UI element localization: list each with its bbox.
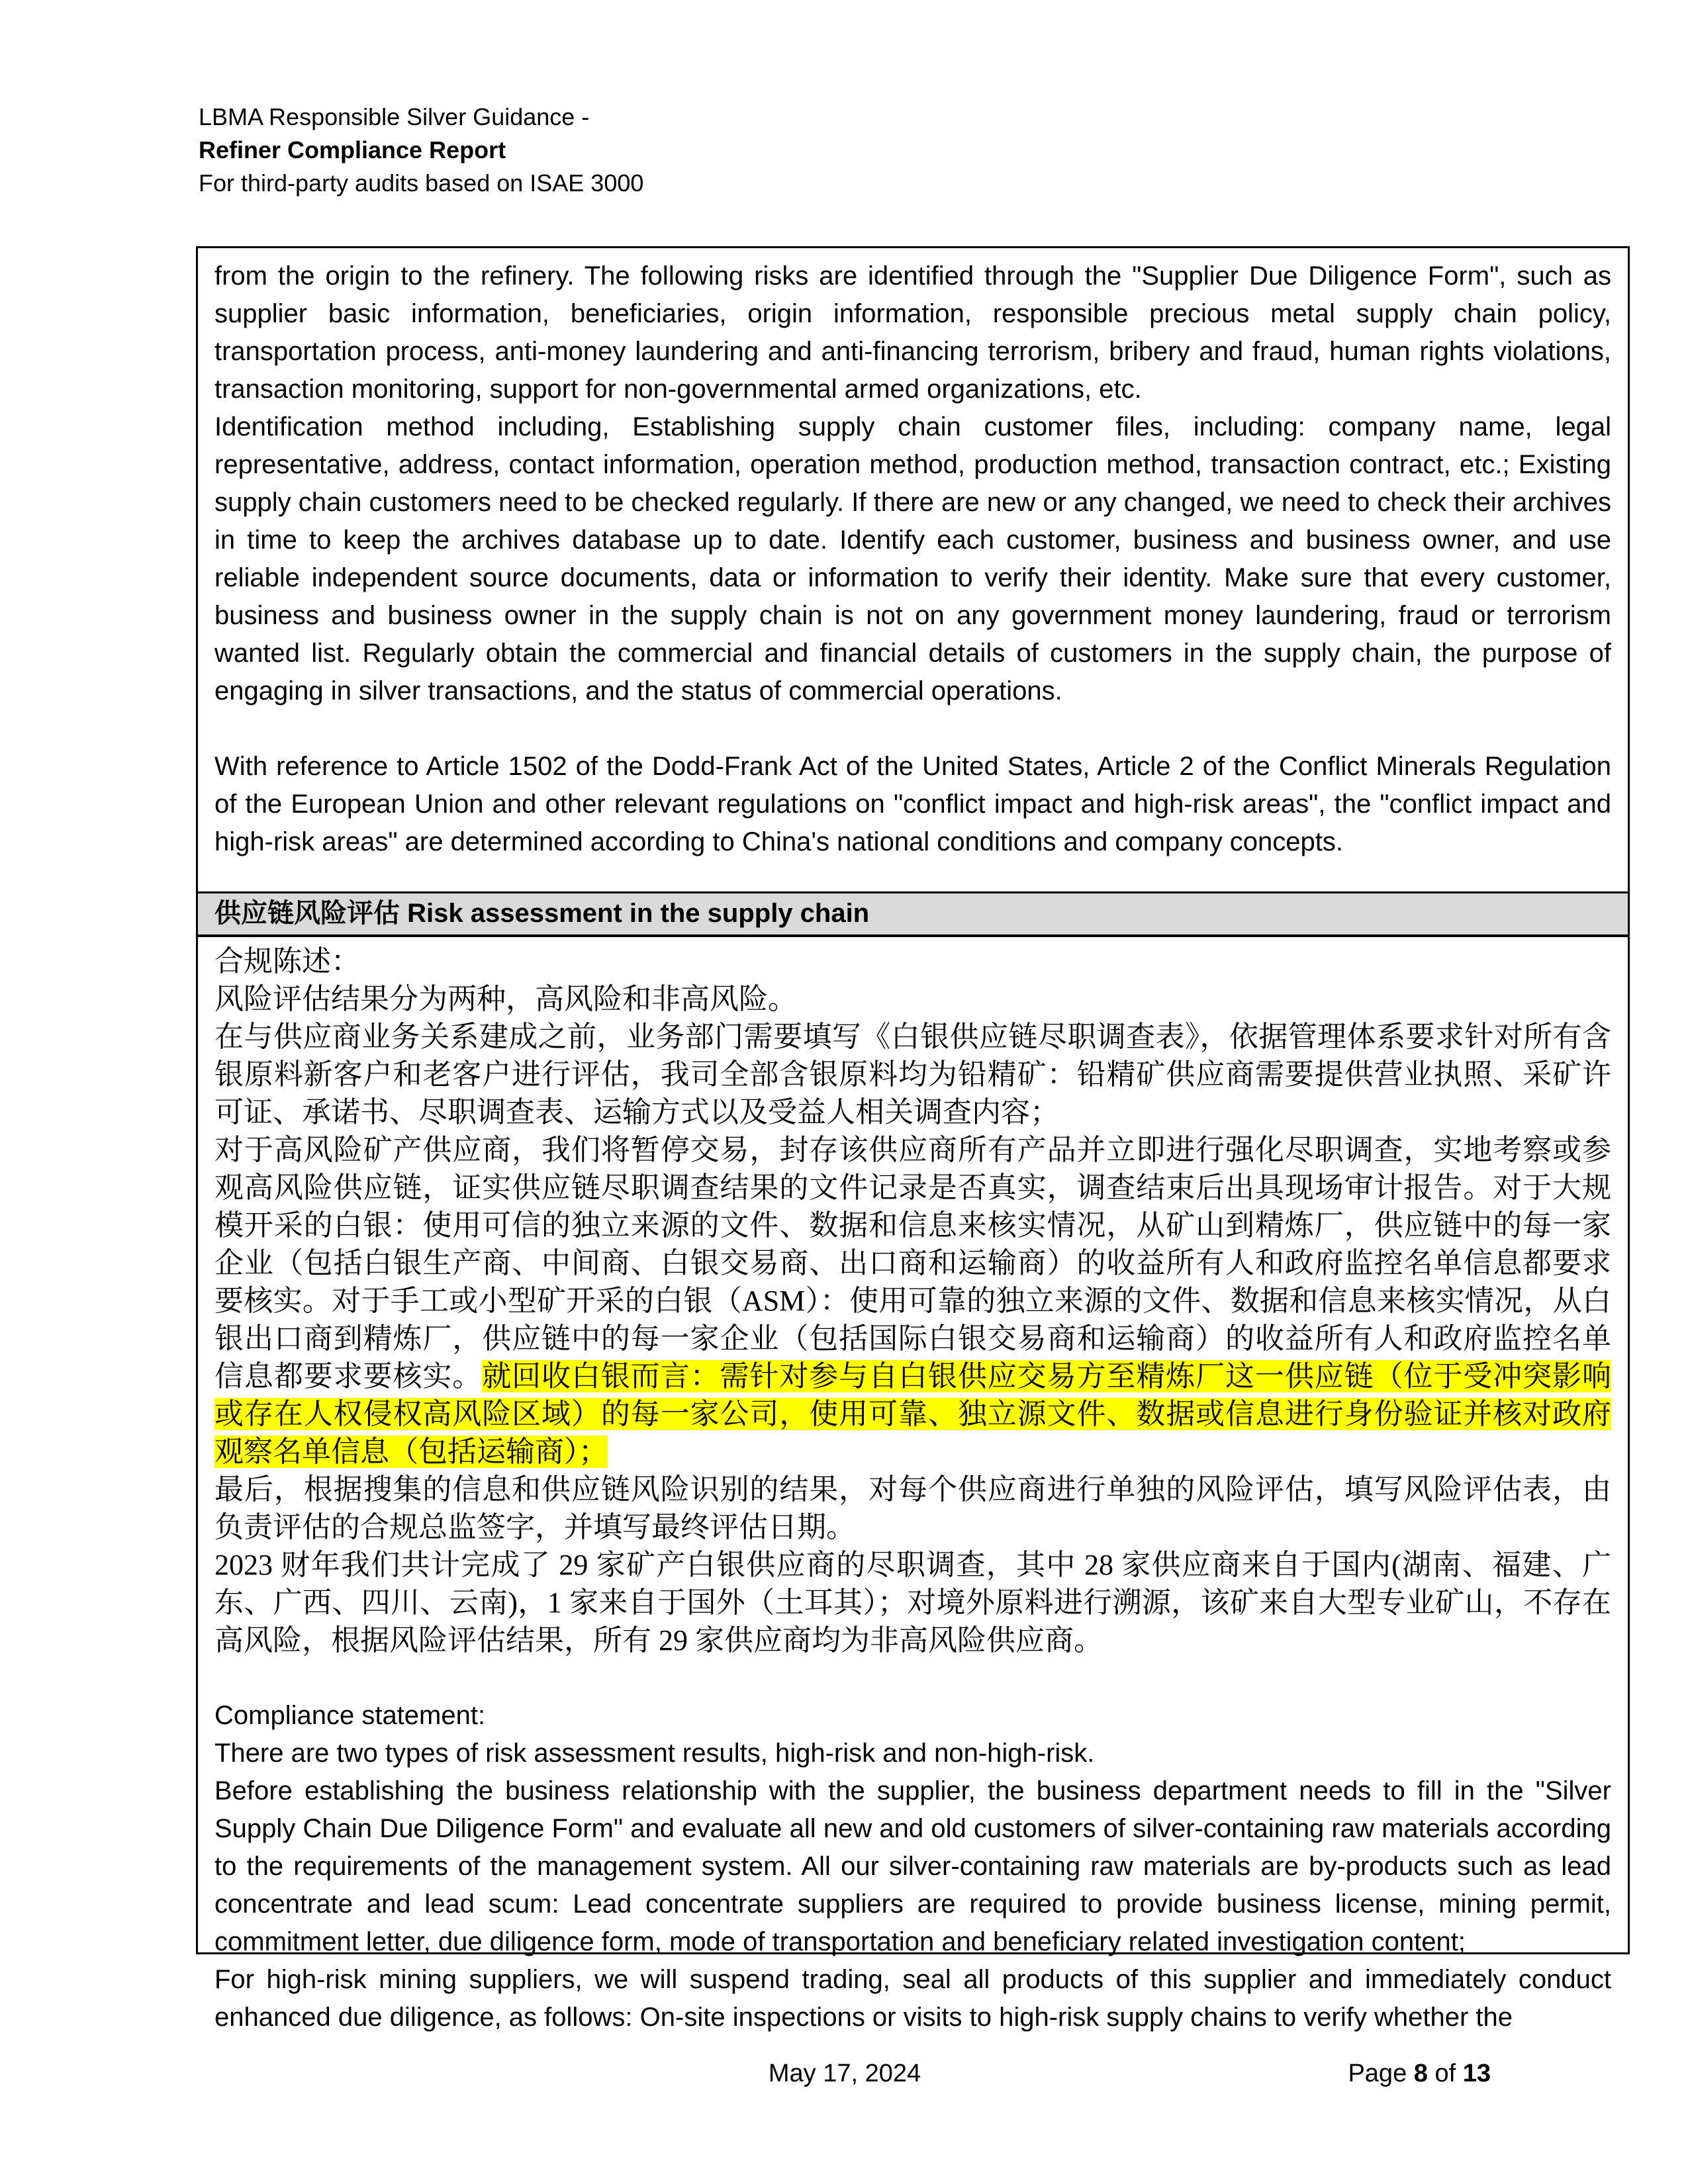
- paragraph-en-two-types: There are two types of risk assessment results, high-risk and non-high-risk.: [214, 1739, 1095, 1768]
- document-header: [199, 101, 643, 200]
- document-footer: [199, 2057, 1491, 2090]
- paragraph-zh-high-risk-suppliers: [214, 1131, 1611, 1471]
- doc-title-line2: Refiner Compliance Report: [199, 136, 506, 163]
- footer-page-number: 8: [1413, 2060, 1428, 2087]
- footer-page-of: of: [1427, 2060, 1463, 2087]
- blank-line: [214, 710, 1611, 748]
- footer-page-prefix: Page: [1348, 2060, 1414, 2087]
- blank-line: [214, 1659, 1611, 1697]
- paragraph-en-identification-method: Identification method including, Establishing supply chain customer files, including: company name, legal representative, address, contact information, operation method, production method, transaction contract, etc.; Existing supply chain customers need to be checked regularly. If there are new or any changed, we need to check their archives in time to keep the archives database up to date. Identify each customer, business and business owner, and use reliable independent source documents, data or information to verify their identity. Make sure that every customer, business and business owner in the supply chain is not on any government money laundering, fraud or terrorism wanted list. Regularly obtain the commercial and financial details of customers in the supply chain, the purpose of engaging in silver transactions, and the status of commercial operations.: [214, 412, 1611, 705]
- paragraph-en-before-relationship: Before establishing the business relationship with the supplier, the business department needs to fill in the "Silver Supply Chain Due Diligence Form" and evaluate all new and old customers of silver-containing raw materials according to the requirements of the management system. All our silver-containing raw materials are by-products such as lead concentrate and lead scum: Lead concentrate suppliers are required to provide business license, mining permit, commitment letter, due diligence form, mode of transportation and beneficiary related investigation content;: [214, 1776, 1611, 1956]
- paragraph-en-high-risk-suppliers: For high-risk mining suppliers, we will suspend trading, seal all products of this supplier and immediately conduct enhanced due diligence, as follows: On-site inspections or visits to high-risk supply chains to verify whether the: [214, 1965, 1611, 2032]
- paragraph-en-compliance-statement-label: Compliance statement:: [214, 1701, 486, 1730]
- section-header-risk-assessment: 供应链风险评估 Risk assessment in the supply chain: [198, 891, 1628, 937]
- footer-page-total: 13: [1462, 2060, 1491, 2087]
- paragraph-zh-before-relationship: 在与供应商业务关系建成之前，业务部门需要填写《白银供应链尽职调查表》，依据管理体系要求针对所有含银原料新客户和老客户进行评估，我司全部含银原料均为铅精矿：铅精矿供应商需要提供营业执照、采矿许可证、承诺书、尽职调查表、运输方式以及受益人相关调查内容；: [214, 1021, 1611, 1128]
- doc-title-line3: For third-party audits based on ISAE 3000: [199, 169, 644, 197]
- paragraph-zh-final-assessment: 最后，根据搜集的信息和供应链风险识别的结果，对每个供应商进行单独的风险评估，填写风险评估表，由负责评估的合规总监签字，并填写最终评估日期。: [214, 1473, 1611, 1543]
- zh-recycled-silver-highlighted-text: 就回收白银而言：需针对参与自白银供应交易方至精炼厂这一供应链（位于受冲突影响或存在人权侵权高风险区域）的每一家公司，使用可靠、独立源文件、数据或信息进行身份验证并核对政府观察名单信息（包括运输商）；: [214, 1360, 1611, 1468]
- footer-page-indicator: [1348, 2057, 1491, 2090]
- paragraph-zh-compliance-label: 合规陈述：: [214, 945, 360, 978]
- paragraph-en-dodd-frank: With reference to Article 1502 of the Dodd-Frank Act of the United States, Article 2 of the Conflict Minerals Regulation of the European Union and other relevant regulations on "conflict impact and high-risk areas", the "conflict impact and high-risk areas" are determined according to China's national conditions and company concepts.: [214, 752, 1611, 856]
- footer-date: May 17, 2024: [768, 2060, 921, 2087]
- paragraph-en-risks-identified: from the origin to the refinery. The following risks are identified through the "Supplier Due Diligence Form", such as supplier basic information, beneficiaries, origin information, responsible precious metal supply chain policy, transportation process, anti-money laundering and anti-financing terrorism, bribery and fraud, human rights violations, transaction monitoring, support for non-governmental armed organizations, etc.: [214, 261, 1611, 404]
- content-box: [196, 246, 1630, 2032]
- paragraph-zh-fy2023-summary: 2023 财年我们共计完成了 29 家矿产白银供应商的尽职调查，其中 28 家供应商来自于国内(湖南、福建、广东、广西、四川、云南)，1 家来自于国外（土耳其）；对境外原料进行溯源，该矿来自大型专业矿山，不存在高风险，根据风险评估结果，所有 29 家供应商均为非高风险供应商。: [214, 1549, 1611, 1657]
- paragraph-zh-two-types: 风险评估结果分为两种，高风险和非高风险。: [214, 983, 797, 1015]
- doc-title-line1: LBMA Responsible Silver Guidance -: [199, 103, 590, 130]
- zh-high-risk-pre-text: 对于高风险矿产供应商，我们将暂停交易，封存该供应商所有产品并立即进行强化尽职调查，实地考察或参观高风险供应链，证实供应链尽职调查结果的文件记录是否真实，调查结束后出具现场审计报告。对于大规模开采的白银：使用可信的独立来源的文件、数据和信息来核实情况，从矿山到精炼厂，供应链中的每一家企业（包括白银生产商、中间商、白银交易商、出口商和运输商）的收益所有人和政府监控名单信息都要求要核实。对于手工或小型矿开采的白银（ASM）：使用可靠的独立来源的文件、数据和信息来核实情况，从白银出口商到精炼厂，供应链中的每一家企业（包括国际白银交易商和运输商）的收益所有人和政府监控名单信息都要求要核实。: [214, 1134, 1611, 1392]
